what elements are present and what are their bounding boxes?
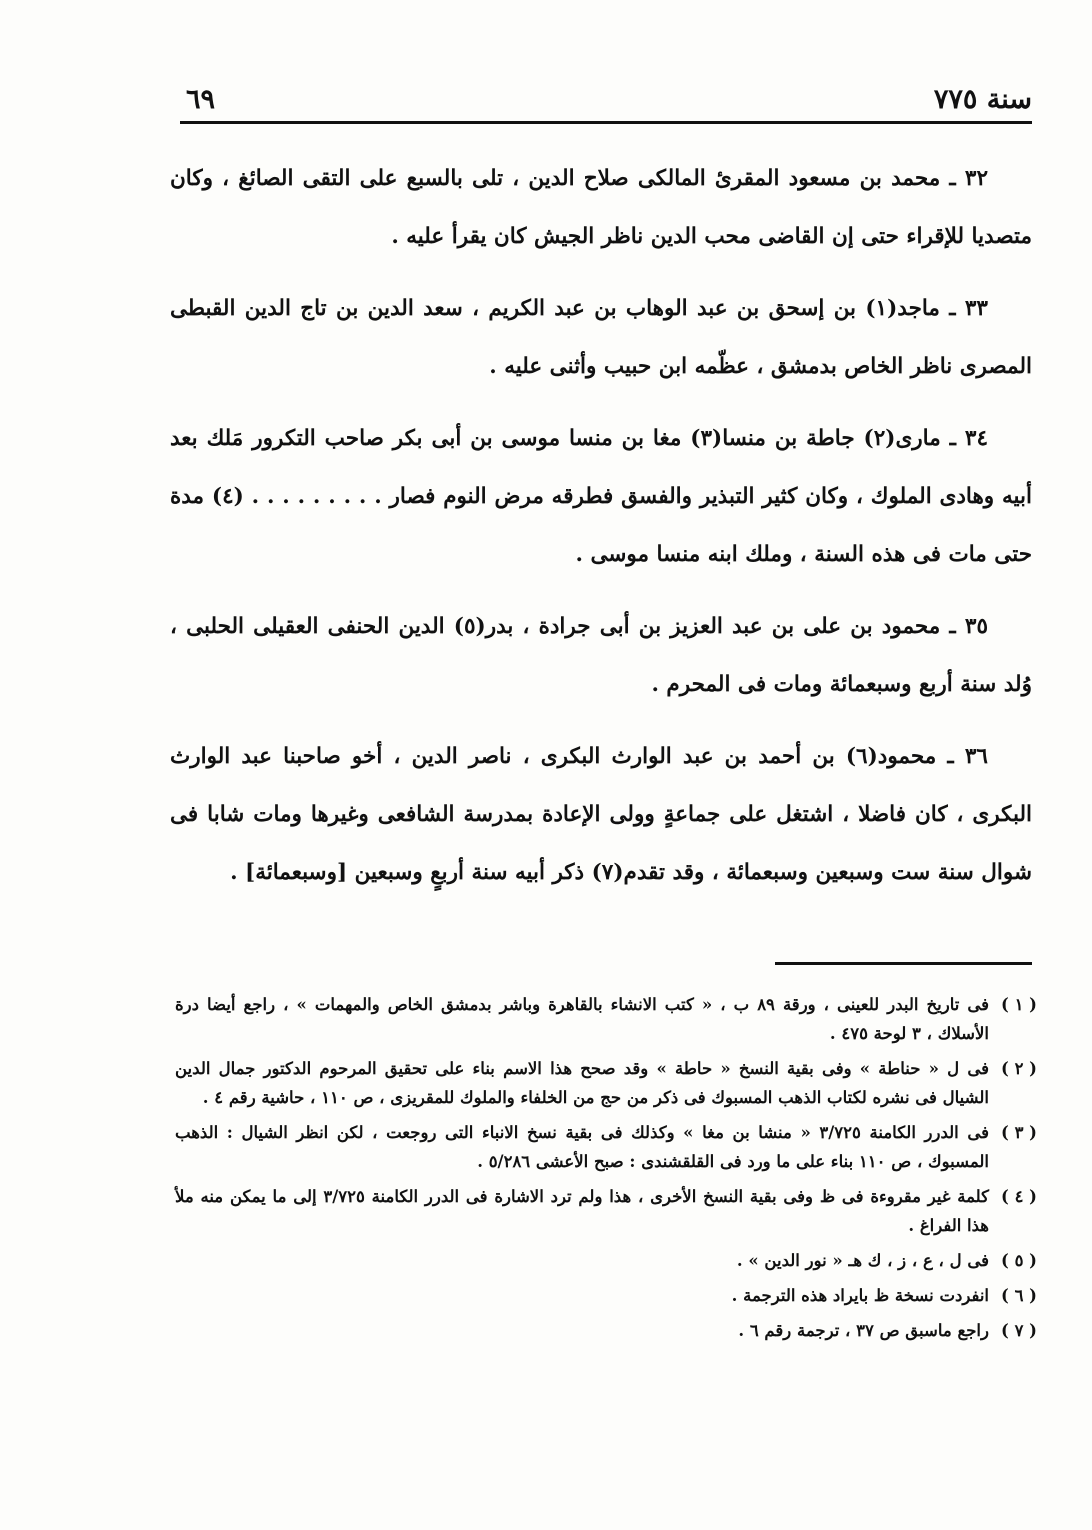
footnote-text: راجع ماسبق ص ٣٧ ، ترجمة رقم ٦ .: [738, 1321, 989, 1340]
footnotes: [175, 990, 1037, 1351]
footnote-1: [175, 990, 1037, 1048]
header-rule: [180, 121, 1032, 124]
footnote-text: فى ل « حناطة » وفى بقية النسخ « حاطة » وقد صحح هذا الاسم بناء على تحقيق المرحوم الدكتور جمال الدين الشيال فى نشره لكتاب الذهب المسبوك فى ذكر من حج من الخلفاء والملوك للمقريزى ، ص ١١٠ ، حاشية رقم ٤ .: [175, 1059, 989, 1107]
entry-35: ٣٥ ـ محمود بن على بن عبد العزيز بن أبى جرادة ، بدر(٥) الدين الحنفى العقيلى الحلبى ، وُلد سنة أربع وسبعمائة ومات فى المحرم .: [170, 614, 1032, 697]
footnote-text: فى الدرر الكامنة ٣/٧٢٥ « منشا بن مغا » وكذلك فى بقية نسخ الانباء التى روجعت ، لكن انظر الشيال : الذهب المسبوك ، ص ١١٠ بناء على ما ورد فى القلقشندى : صبح الأعشى ٥/٢٨٦ .: [175, 1123, 989, 1171]
footnote-3: [175, 1118, 1037, 1176]
footnote-separator: [775, 962, 1032, 965]
footnote-7: [175, 1316, 1037, 1345]
footnote-4: [175, 1182, 1037, 1240]
footnote-number: ( ١ ): [1001, 995, 1037, 1014]
header-year: سنة ٧٧٥: [933, 84, 1032, 115]
entry-32: ٣٢ ـ محمد بن مسعود المقرئ المالكى صلاح الدين ، تلى بالسبع على التقى الصائغ ، وكان متصديا للإقراء حتى إن القاضى محب الدين ناظر الجيش كان يقرأ عليه .: [170, 166, 1032, 249]
footnote-text: فى تاريخ البدر للعينى ، ورقة ٨٩ ب ، « كتب الانشاء بالقاهرة وباشر بدمشق الخاص والمهمات » ، راجع أيضا درة الأسلاك ، ٣ لوحة ٤٧٥ .: [175, 995, 990, 1043]
footnote-text: كلمة غير مقروءة فى ظ وفى بقية النسخ الأخرى ، هذا ولم ترد الاشارة فى الدرر الكامنة ٣/٧٢٥ إلى ما يمكن منه ملأ هذا الفراغ .: [175, 1187, 989, 1235]
footnote-number: ( ٣ ): [1001, 1123, 1037, 1142]
footnote-6: [175, 1281, 1037, 1310]
footnote-number: ( ٧ ): [1001, 1321, 1037, 1340]
entry-34: ٣٤ ـ مارى(٢) جاطة بن منسا(٣) مغا بن منسا موسى بن أبى بكر صاحب التكرور مَلك بعد أبيه وهادى الملوك ، وكان كثير التبذير والفسق فطرقه مرض النوم فصار . . . . . . . . . (٤) مدة حتى مات فى هذه السنة ، وملك ابنه منسا موسى .: [170, 426, 1032, 567]
page-number: ٦٩: [186, 84, 216, 115]
footnote-number: ( ٤ ): [1001, 1187, 1037, 1206]
main-text: [170, 150, 1032, 916]
footnote-number: ( ٢ ): [1001, 1059, 1037, 1078]
entry-36: ٣٦ ـ محمود(٦) بن أحمد بن عبد الوارث البكرى ، ناصر الدين ، أخو صاحبنا عبد الوارث البكرى ، كان فاضلا ، اشتغل على جماعةٍ وولى الإعادة بمدرسة الشافعى وغيرها ومات شابا فى شوال سنة ست وسبعين وسبعمائة ، وقد تقدم(٧) ذكر أبيه سنة أربعٍ وسبعين [وسبعمائة] .: [170, 744, 1032, 885]
entry-33: ٣٣ ـ ماجد(١) بن إسحق بن عبد الوهاب بن عبد الكريم ، سعد الدين بن تاج الدين القبطى المصرى ناظر الخاص بدمشق ، عظّمه ابن حبيب وأثنى عليه .: [170, 296, 1032, 379]
running-header: [180, 82, 1032, 122]
footnote-text: فى ل ، ع ، ز ، ك هـ « نور الدين » .: [736, 1251, 989, 1270]
footnote-number: ( ٥ ): [1001, 1251, 1037, 1270]
footnote-5: [175, 1246, 1037, 1275]
footnote-number: ( ٦ ): [1001, 1286, 1037, 1305]
footnote-text: انفردت نسخة ظ بايراد هذه الترجمة .: [731, 1286, 989, 1305]
footnote-2: [175, 1054, 1037, 1112]
